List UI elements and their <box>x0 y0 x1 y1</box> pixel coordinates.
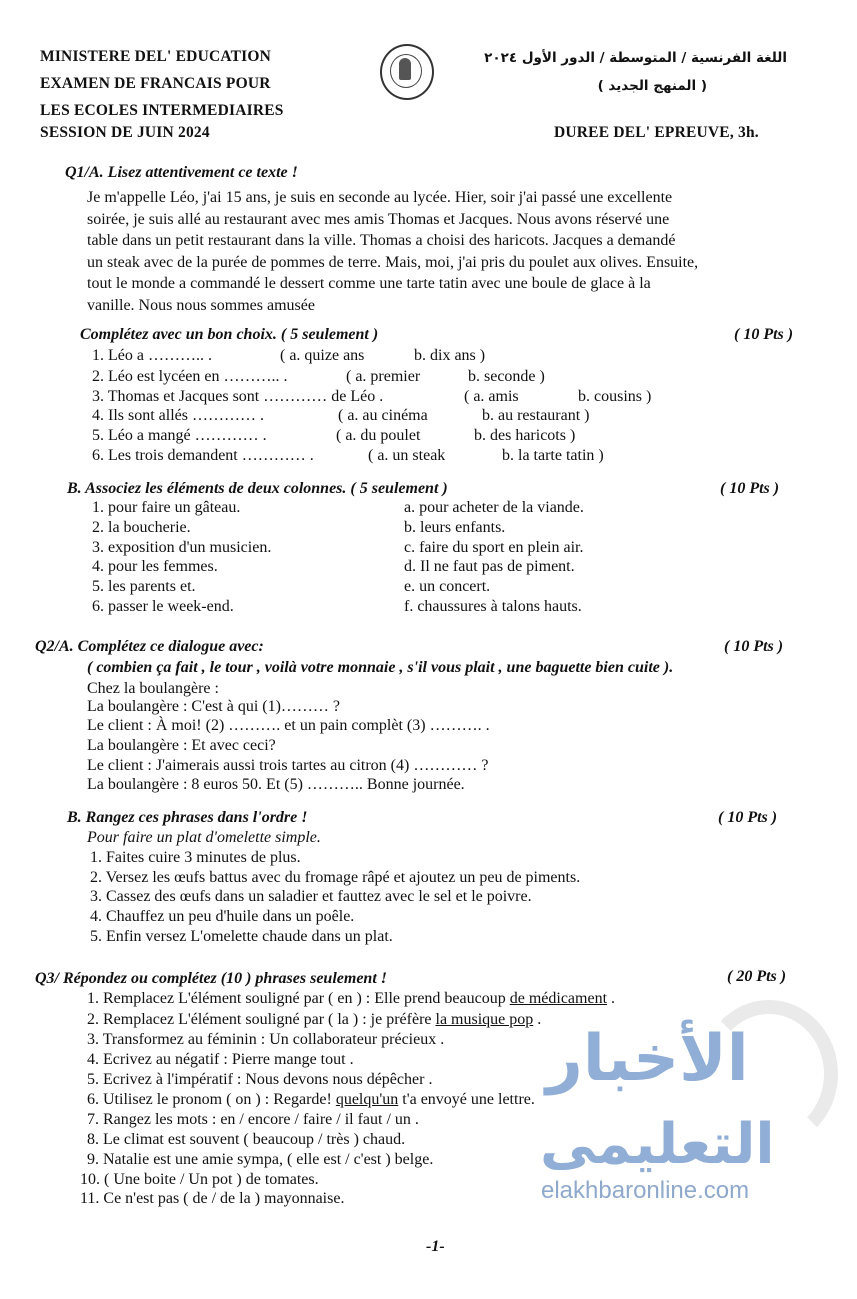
match-left-item: 4. pour les femmes. <box>92 558 218 575</box>
q3-item-text: . <box>533 1011 542 1028</box>
passage-line: tout le monde a commandé le dessert comme une tarte tatin avec une boule de glace à la <box>87 275 651 293</box>
schools-line: LES ECOLES INTERMEDIAIRES <box>40 102 284 119</box>
choice-question: 6. Les trois demandent ………… . <box>92 447 314 464</box>
q3-item-1 <box>87 990 615 1008</box>
match-right-item: f. chaussures à talons hauts. <box>404 598 582 615</box>
q3-item-5: 5. Ecrivez à l'impératif : Nous devons nous dépêcher . <box>87 1071 433 1088</box>
q3-item-7: 7. Rangez les mots : en / encore / faire / il faut / un . <box>87 1111 419 1128</box>
match-left-item: 2. la boucherie. <box>92 519 191 536</box>
choice-option-a: ( a. un steak <box>368 447 446 464</box>
q2b-subtitle: Pour faire un plat d'omelette simple. <box>87 829 321 846</box>
exam-line: EXAMEN DE FRANCAIS POUR <box>40 75 271 92</box>
order-item: 1. Faites cuire 3 minutes de plus. <box>90 849 301 866</box>
q3-item-text: 2. Remplacez L'élément souligné par ( la ) : je préfère <box>87 1011 436 1028</box>
q2a-title: Q2/A. Complétez ce dialogue avec: <box>35 638 264 655</box>
q3-item-10: 10. ( Une boite / Un pot ) de tomates. <box>80 1171 319 1188</box>
q1b-points: ( 10 Pts ) <box>720 480 780 497</box>
choice-option-b: b. la tarte tatin ) <box>502 447 604 464</box>
passage-line: soirée, je suis allé au restaurant avec mes amis Thomas et Jacques. Nous avons réservé une <box>87 210 670 228</box>
passage-line: vanille. Nous nous sommes amusée <box>87 296 315 314</box>
q3-item-6 <box>87 1091 535 1109</box>
choice-option-a: ( a. au cinéma <box>338 407 428 424</box>
choice-question: 4. Ils sont allés ………… . <box>92 407 264 424</box>
q1a-instruction: Complétez avec un bon choix. ( 5 seulement ) <box>80 326 379 343</box>
q1a-points: ( 10 Pts ) <box>734 326 794 343</box>
q3-item-text: 6. Utilisez le pronom ( on ) : Regarde! <box>87 1091 336 1108</box>
dialogue-line: La boulangère : 8 euros 50. Et (5) ……….. Bonne journée. <box>87 776 465 793</box>
match-right-item: e. un concert. <box>404 578 491 595</box>
passage-line: Je m'appelle Léo, j'ai 15 ans, je suis en seconde au lycée. Hier, soir j'ai passé une excellente <box>87 189 673 206</box>
choice-option-b: b. dix ans ) <box>414 347 486 364</box>
watermark-site: elakhbaronline.com <box>541 1177 750 1204</box>
match-right-item: d. Il ne faut pas de piment. <box>404 558 575 575</box>
order-item: 5. Enfin versez L'omelette chaude dans un plat. <box>90 928 393 945</box>
match-left-item: 1. pour faire un gâteau. <box>92 499 241 516</box>
order-item: 2. Versez les œufs battus avec du fromage râpé et ajoutez un peu de piments. <box>90 869 581 886</box>
match-right-item: b. leurs enfants. <box>404 519 506 536</box>
q3-item-9: 9. Natalie est une amie sympa, ( elle est / c'est ) belge. <box>87 1151 434 1168</box>
q3-item-4: 4. Ecrivez au négatif : Pierre mange tout . <box>87 1051 354 1068</box>
q3-item-11: 11. Ce n'est pas ( de / de la ) mayonnaise. <box>80 1190 345 1207</box>
passage-line: un steak avec de la purée de pommes de terre. Mais, moi, j'ai pris du poulet aux olives. Ensuite, <box>87 253 699 271</box>
dialogue-line: Le client : À moi! (2) ………. et un pain complèt (3) ………. . <box>87 717 490 734</box>
reading-passage <box>87 187 807 317</box>
q3-item-text: t'a envoyé une lettre. <box>398 1091 535 1108</box>
choice-question: 3. Thomas et Jacques sont ………… de Léo . <box>92 388 384 405</box>
q3-points: ( 20 Pts ) <box>727 968 787 985</box>
underlined-element: quelqu'un <box>335 1091 399 1108</box>
match-left-item: 3. exposition d'un musicien. <box>92 539 272 556</box>
dialogue-line: Le client : J'aimerais aussi trois tartes au citron (4) ………… ? <box>87 757 489 774</box>
q3-item-2 <box>87 1011 541 1029</box>
choice-option-b: b. au restaurant ) <box>482 407 590 424</box>
watermark-logo-line1: الأخبار <box>546 1022 749 1096</box>
order-item: 3. Cassez des œufs dans un saladier et fauttez avec le sel et le poivre. <box>90 888 532 905</box>
arabic-header-line1: اللغة الفرنسية / المتوسطة / الدور الأول ٢٠٢٤ <box>484 50 787 66</box>
q1a-title: Q1/A. Lisez attentivement ce texte ! <box>65 164 298 181</box>
q3-title: Q3/ Répondez ou complétez (10 ) phrases seulement ! <box>35 970 387 987</box>
q1b-title: B. Associez les éléments de deux colonnes. ( 5 seulement ) <box>67 480 448 497</box>
choice-option-a: ( a. du poulet <box>336 427 421 444</box>
passage-line: table dans un petit restaurant dans la ville. Thomas a choisi des haricots. Jacques a demandé <box>87 232 676 250</box>
match-left-item: 6. passer le week-end. <box>92 598 234 615</box>
choice-option-b: b. seconde ) <box>468 368 545 385</box>
session-line: SESSION DE JUIN 2024 <box>40 124 210 141</box>
dialogue-line: La boulangère : C'est à qui (1)……… ? <box>87 698 341 715</box>
underlined-element: la musique pop <box>435 1011 534 1028</box>
match-right-item: a. pour acheter de la viande. <box>404 499 584 516</box>
q2a-points: ( 10 Pts ) <box>724 638 784 655</box>
ministry-emblem <box>380 44 434 100</box>
arabic-header-line2: ( المنهج الجديد ) <box>597 78 707 94</box>
dialogue-line: La boulangère : Et avec ceci? <box>87 737 276 754</box>
choice-option-b: b. des haricots ) <box>474 427 576 444</box>
page-number: -1- <box>426 1238 445 1255</box>
choice-option-a: ( a. premier <box>346 368 421 385</box>
match-left-item: 5. les parents et. <box>92 578 196 595</box>
choice-option-b: b. cousins ) <box>578 388 652 405</box>
duration-line: DUREE DEL' EPREUVE, 3h. <box>554 124 759 141</box>
ministry-line: MINISTERE DEL' EDUCATION <box>40 48 272 65</box>
choice-question: 2. Léo est lycéen en ……….. . <box>92 368 288 385</box>
q3-item-8: 8. Le climat est souvent ( beaucoup / très ) chaud. <box>87 1131 406 1148</box>
dialogue-word-bank: ( combien ça fait , le tour , voilà votre monnaie , s'il vous plait , une baguette bien cuite ). <box>87 659 674 676</box>
q2b-points: ( 10 Pts ) <box>718 809 778 826</box>
dialogue-line: Chez la boulangère : <box>87 680 219 697</box>
match-right-item: c. faire du sport en plein air. <box>404 539 584 556</box>
q3-item-text: 1. Remplacez L'élément souligné par ( en ) : Elle prend beaucoup <box>87 990 510 1007</box>
watermark-logo-line2: التعليمى <box>540 1112 775 1177</box>
q3-item-text: . <box>607 990 616 1007</box>
choice-question: 5. Léo a mangé ………… . <box>92 427 267 444</box>
q2b-title: B. Rangez ces phrases dans l'ordre ! <box>67 809 308 826</box>
underlined-element: de médicament <box>509 990 608 1007</box>
q3-item-3: 3. Transformez au féminin : Un collaborateur précieux . <box>87 1031 445 1048</box>
choice-option-a: ( a. amis <box>464 388 519 405</box>
order-item: 4. Chauffez un peu d'huile dans un poêle. <box>90 908 355 925</box>
choice-question: 1. Léo a ……….. . <box>92 347 212 364</box>
choice-option-a: ( a. quize ans <box>280 347 365 364</box>
